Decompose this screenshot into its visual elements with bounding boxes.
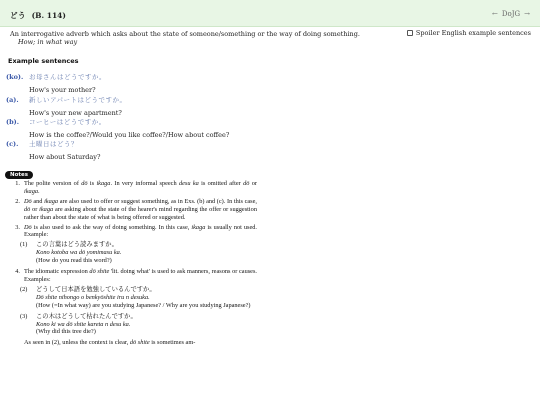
- note-number: 2.: [15, 197, 20, 205]
- note-item: [12, 268, 257, 284]
- note-number: 4.: [15, 268, 20, 276]
- note-text: The polite version of dō is ikaga. In very informal speech desu ka is omitted after dō or ikaga.: [24, 180, 257, 195]
- example-jp: お母さんはどうですか。: [29, 73, 106, 81]
- next-entry-arrow[interactable]: →: [524, 10, 530, 18]
- note-example: [20, 313, 257, 337]
- entry-title: [10, 10, 66, 21]
- note-example-en: (Why did this tree die?): [36, 328, 96, 336]
- note-example-en: (How (=In what way) are you studying Japanese? / Why are you studying Japanese?): [36, 301, 251, 309]
- note-text: As seen in (2), unless the context is clear, dō shite is sometimes am-: [24, 339, 196, 347]
- note-example-jp: どうして日本語を勉強しているんですか。: [36, 285, 156, 293]
- note-text: Dō and ikaga are also used to offer or suggest something, as in Exs. (b) and (c). In this case, dō or ikaga are asking about the state of the hearer's mind regarding the offer or suggestion rather than about the state of what is being offered or suggested.: [24, 197, 257, 221]
- example-label: (c).: [6, 140, 19, 148]
- example-en: How's your mother?: [29, 86, 96, 94]
- entry-header: [0, 0, 540, 27]
- note-example-romaji: Dō shite nihongo o benkyōshite iru n desuka.: [36, 293, 150, 301]
- note-continuation: [12, 339, 257, 347]
- spoiler-toggle[interactable]: [407, 29, 531, 37]
- note-example: [20, 241, 257, 265]
- definition-meaning: How; in what way: [18, 38, 78, 46]
- note-number: 1.: [15, 180, 20, 187]
- note-number: 3.: [15, 223, 20, 231]
- example-jp: 土曜日はどう？: [29, 140, 78, 148]
- note-item: [12, 224, 257, 240]
- notes-scan: [12, 180, 257, 349]
- note-example-en: (How do you read this word?): [36, 257, 112, 265]
- dojg-home-link[interactable]: DoJG: [501, 10, 521, 18]
- note-example-romaji: Kono ki wa dō shite kareta n desu ka.: [36, 320, 131, 328]
- example-en: How's your new apartment?: [29, 109, 122, 117]
- example-jp: コーヒーはどうですか。: [29, 118, 106, 126]
- prev-entry-arrow[interactable]: ←: [492, 10, 498, 18]
- entry-nav: [492, 10, 530, 18]
- note-example-number: (3): [20, 312, 28, 320]
- example-label: (b).: [6, 118, 19, 126]
- note-text: Dō is also used to ask the way of doing something. In this case, ikaga is usually not used. Example:: [24, 223, 257, 239]
- note-example-number: (2): [20, 285, 28, 293]
- spoiler-label: Spoiler English example sentences: [415, 29, 531, 37]
- notes-badge: Notes: [5, 171, 33, 179]
- note-example-romaji: Kono kotoba wa dō yomimasu ka.: [36, 249, 122, 257]
- note-example-number: (1): [20, 241, 28, 249]
- note-text: The idiomatic expression dō shite 'lit. doing what' is used to ask manners, reasons or causes. Examples:: [24, 268, 257, 283]
- example-label: (ko).: [6, 73, 24, 81]
- definition-text: An interrogative adverb which asks about the state of someone/something or the way of doing something.: [10, 30, 360, 38]
- note-item: [12, 198, 257, 222]
- example-label: (a).: [6, 96, 19, 104]
- example-jp: 新しいアパートはどうですか。: [29, 96, 127, 104]
- entry-title-ref: (B. 114): [31, 11, 66, 20]
- note-example: [20, 286, 257, 310]
- entry-title-jp: どう: [10, 11, 26, 20]
- note-example-jp: この言葉はどう読みますか。: [36, 241, 118, 249]
- example-en: How is the coffee?/Would you like coffee?/How about coffee?: [29, 131, 230, 139]
- note-item: [12, 180, 257, 196]
- definition: [10, 30, 360, 46]
- example-en: How about Saturday?: [29, 153, 101, 161]
- note-example-jp: この木はどうして枯れたんですか。: [36, 312, 137, 320]
- examples-heading: Example sentences: [8, 57, 79, 65]
- spoiler-checkbox[interactable]: [407, 30, 413, 36]
